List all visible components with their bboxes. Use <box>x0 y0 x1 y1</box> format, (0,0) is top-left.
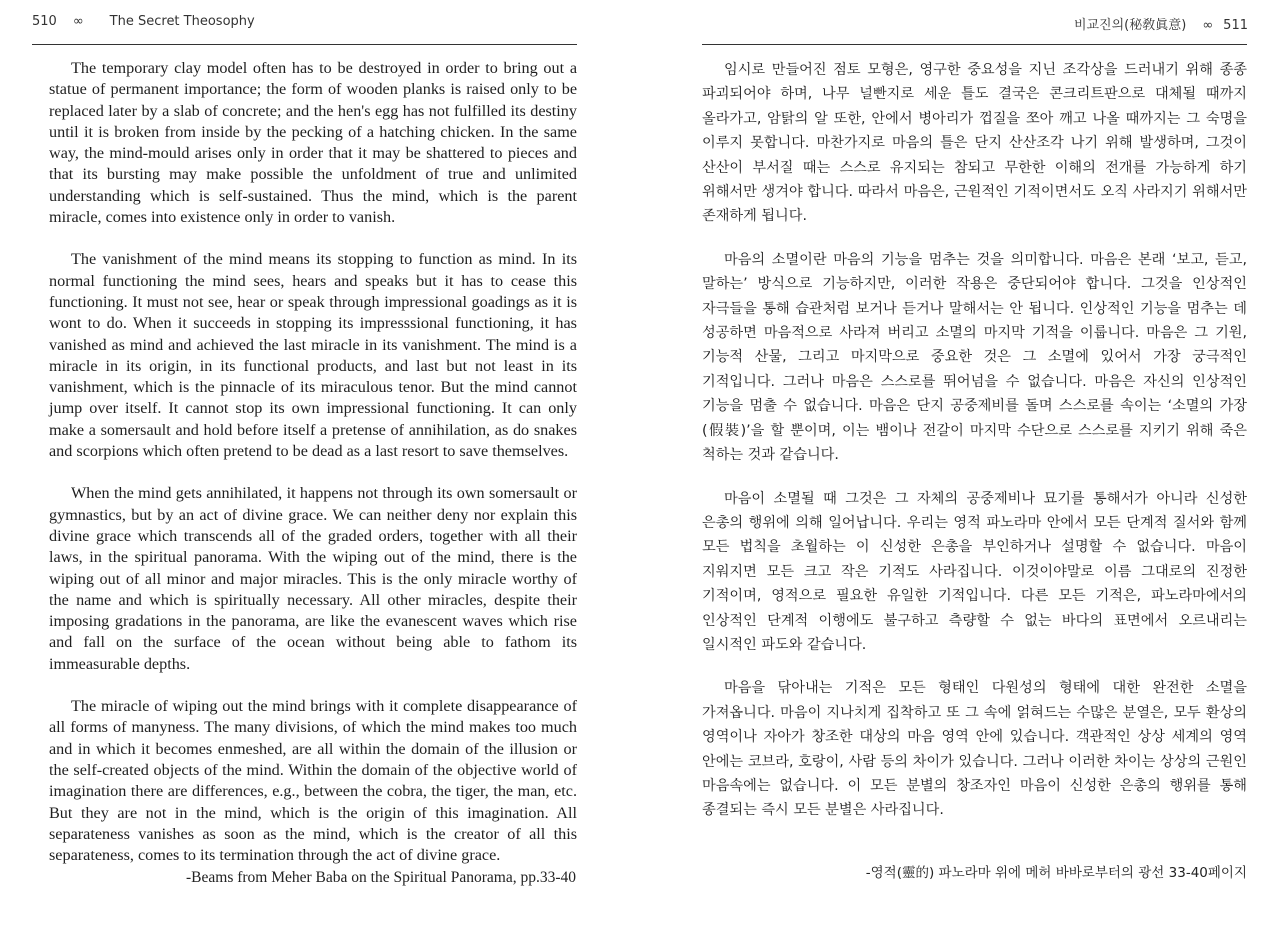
right-paragraph-3: 마음이 소멸될 때 그것은 그 자체의 공중제비나 묘기를 통해서가 아니라 신성한 은총의 행위에 의해 일어납니다. 우리는 영적 파노라마 안에서 모든 단계적 질서와 함께 모든 법칙을 초월하는 이 신성한 은총을 부인하거나 설명할 수 없습니다. 마음이 지워지면 모든 크고 작은 기적도 사라집니다. 이것이야말로 이름 그대로의 진정한 기적이며, 영적으로 필요한 유일한 기적입니다. 다른 모든 기적은, 파노라마에서의 인상적인 단계적 이행에도 불구하고 측량할 수 없는 바다의 표면에서 오르내리는 일시적인 파도와 같습니다. <box>702 490 1247 653</box>
left-paragraph-3: When the mind gets annihilated, it happens not through its own somersault or gymnastics, but by an act of divine grace. We can neither deny nor explain this divine grace which transcends all of the graded orders, together with all their laws, in the spiritual panorama. With the wiping out of the mind, there is the wiping out of all minor and major miracles. This is the only miracle worthy of the name and which is spiritually necessary. All other miracles, despite their imposing gradations in the panorama, are like the evanescent waves which rise and fall on the surface of the ocean without being able to fathom its immeasurable depths. <box>49 484 577 673</box>
right-paragraph-1: 임시로 만들어진 점토 모형은, 영구한 중요성을 지닌 조각상을 드러내기 위해 종종 파괴되어야 하며, 나무 널빤지로 세운 틀도 결국은 콘크리트판으로 대체될 때까지 올라가고, 암탉의 알 또한, 안에서 병아리가 껍질을 쪼아 깨고 나올 때까지는 그 숙명을 이루지 못합니다. 마찬가지로 마음의 틀은 단지 산산조각 나기 위해 발생하며, 그것이 산산이 부서질 때는 스스로 유지되는 참되고 무한한 이해의 전개를 가능하게 하기 위해서만 생겨야 합니다. 따라서 마음은, 근원적인 기적이면서도 오직 사라지기 위해서만 존재하게 됩니다. <box>702 62 1247 225</box>
left-body-text <box>49 58 577 887</box>
left-paragraph-1: The temporary clay model often has to be destroyed in order to bring out a statue of permanent importance; the form of wooden planks is raised only to be replaced later by a slab of concrete; and the hen's egg has not fulfilled its destiny until it is broken from inside by the pecking of a hatching chicken. In the same way, the mind-mould arises only in order that it may be shattered to pieces and that its bursting may make possible the unfoldment of true and unlimited understanding which is self-sustained. Thus the mind, which is the parent miracle, comes into existence only in order to vanish. <box>49 59 577 227</box>
left-header-rule <box>32 44 577 45</box>
left-page-number: 510 <box>32 14 57 29</box>
left-paragraph-4: The miracle of wiping out the mind brings with it complete disappearance of all forms of manyness. The many divisions, of which the mind makes too much and in which it becomes enmeshed, are all within the domain of the illusion or the self-created objects of the mind. Within the domain of the objective world of imagination there are differences, e.g., between the cobra, the tiger, the man, etc. But they are not in the mind, which is the origin of this imagination. All separateness vanishes as soon as the mind, which is the creator of all this separateness, comes to its termination through the act of divine grace. <box>49 697 577 865</box>
right-attribution: -영적(靈的) 파노라마 위에 메허 바바로부터의 광선 33-40페이지 <box>865 865 1247 881</box>
right-page-number: 511 <box>1223 18 1248 33</box>
right-paragraph-4: 마음을 닦아내는 기적은 모든 형태인 다원성의 형태에 대한 완전한 소멸을 가져옵니다. 마음이 지나치게 집착하고 또 그 속에 얽혀드는 수많은 분열은, 모두 환상의 영역이나 자아가 창조한 대상의 마음 영역 안에 있습니다. 객관적인 상상 세계의 영역 안에는 코브라, 호랑이, 사람 등의 차이가 있습니다. 그러나 이러한 차이는 상상의 근원인 마음속에는 없습니다. 이 모든 분별의 창조자인 마음이 신성한 은총의 행위를 통해 종결되는 즉시 모든 분별은 사라집니다. <box>702 680 1247 819</box>
right-header-rule <box>702 44 1247 45</box>
right-running-title: 비교진의(秘敎眞意) <box>1073 18 1187 33</box>
right-running-header <box>1074 14 1248 33</box>
infinity-icon: ∞ <box>1202 18 1214 33</box>
right-paragraph-2: 마음의 소멸이란 마음의 기능을 멈추는 것을 의미합니다. 마음은 본래 ‘보고, 듣고, 말하는’ 방식으로 기능하지만, 이러한 작용은 중단되어야 합니다. 그것을 인상적인 자극들을 통해 습관처럼 보거나 듣거나 말해서는 안 됩니다. 인상적인 기능을 멈추는 데 성공하면 마음적으로 사라져 버리고 소멸의 마지막 기적을 이룹니다. 마음은 그 기원, 기능적 산물, 그리고 마지막으로 중요한 것은 그 소멸에 있어서 가장 궁극적인 기적입니다. 그러나 마음은 스스로를 뛰어넘을 수 없습니다. 마음은 자신의 인상적인 기능을 멈출 수 없습니다. 마음은 단지 공중제비를 돌며 스스로를 속이는 ‘소멸의 가장(假裝)’을 할 뿐이며, 이는 뱀이나 전갈이 마지막 수단으로 스스로를 지키기 위해 죽은 척하는 것과 같습니다. <box>702 251 1247 464</box>
right-page <box>640 0 1280 947</box>
left-paragraph-2: The vanishment of the mind means its stopping to function as mind. In its normal functioning the mind sees, hears and speaks but it has to cease this functioning. It must not see, hear or speak through impressional goadings as it is wont to do. When it succeeds in stopping its impresssional functioning, it has vanished as mind and achieved the last miracle in its vanishment. The mind is a miracle in its origin, in its functional products, and last but not least in its vanishment, which is the pinnacle of its miraculous tenor. But the mind cannot jump over itself. It cannot stop its own impressional functioning. It can only make a somersault and hold before itself a pretense of annihilation, as do snakes and scorpions which often pretend to be dead as a last resort to save themselves. <box>49 250 577 461</box>
left-running-header <box>32 14 255 29</box>
right-body-text <box>702 58 1247 842</box>
left-attribution: -Beams from Meher Baba on the Spiritual Panorama, pp.33-40 <box>186 869 576 886</box>
left-running-title: The Secret Theosophy <box>109 14 255 29</box>
infinity-icon: ∞ <box>72 14 84 29</box>
